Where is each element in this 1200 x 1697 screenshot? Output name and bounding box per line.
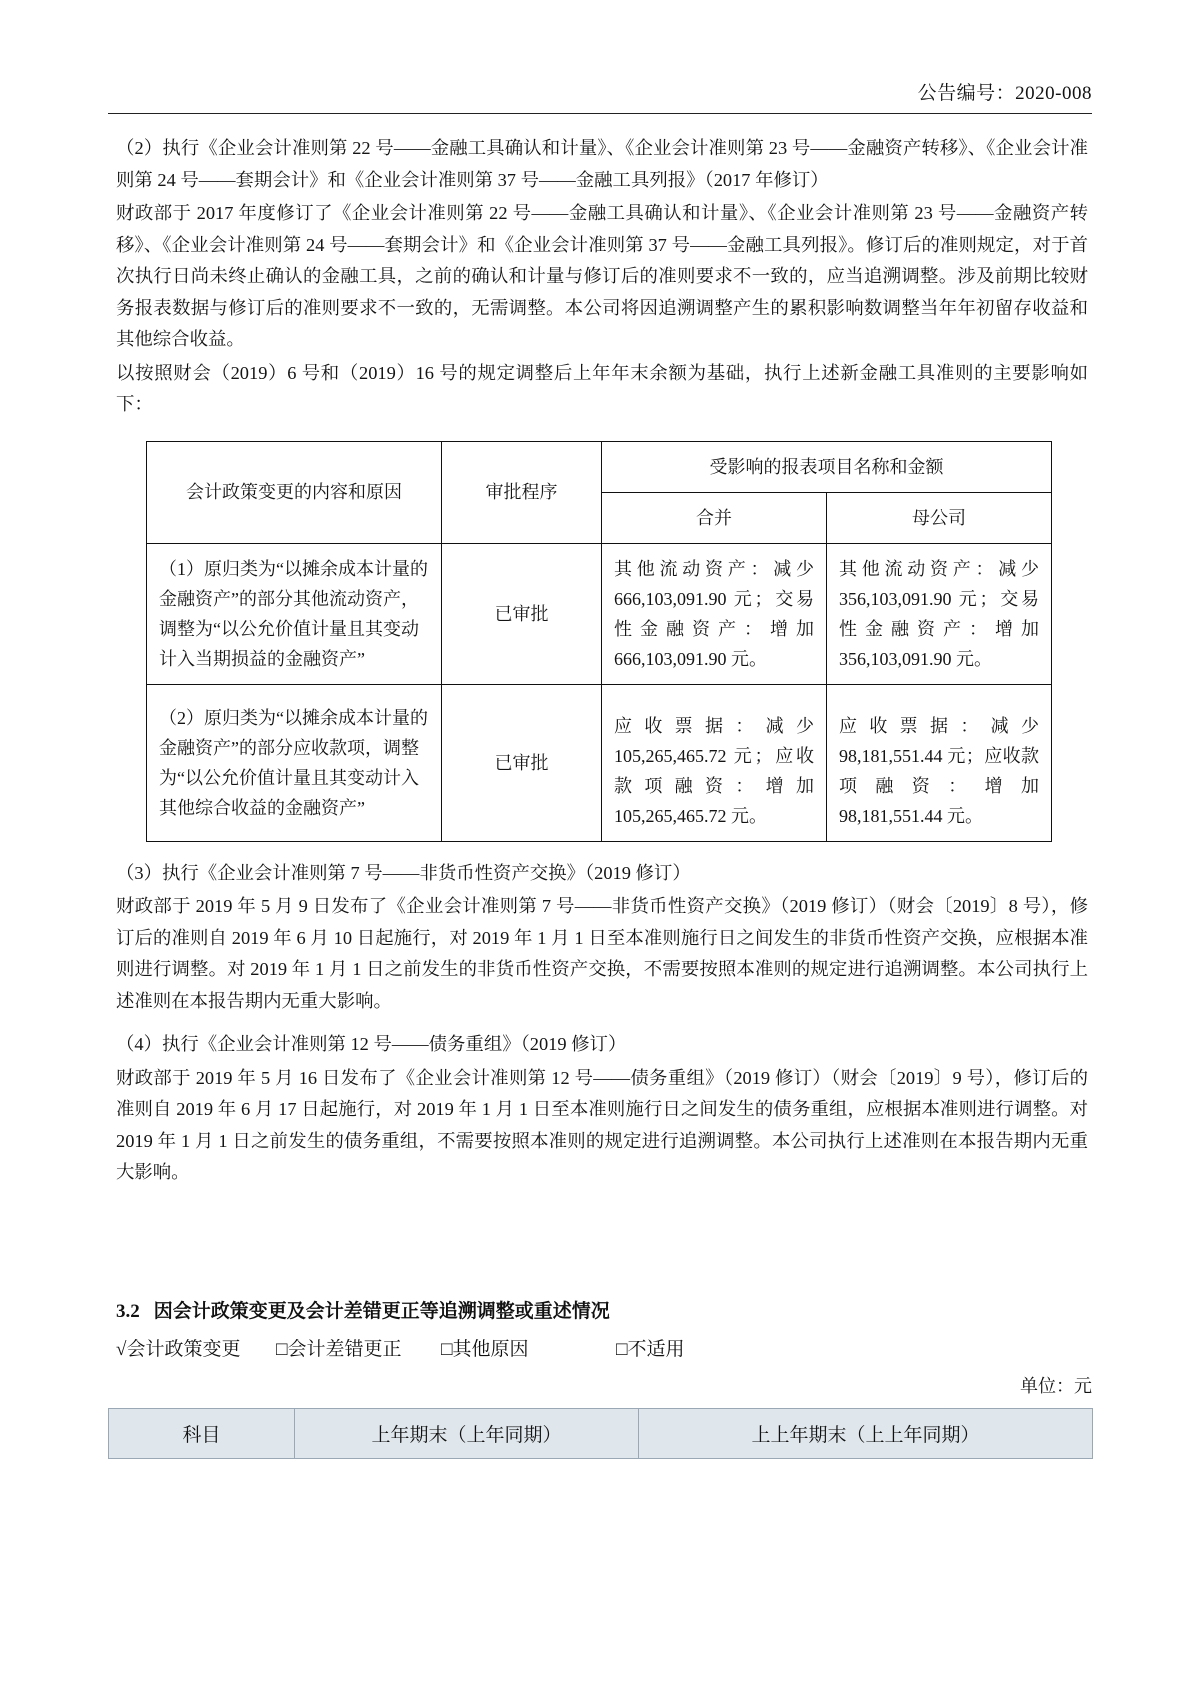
row-1-approval: 已审批: [442, 543, 602, 684]
paragraph-4-text: 财政部于 2019 年 5 月 16 日发布了《企业会计准则第 12 号——债务重组》（2019 修订）（财会〔2019〕9 号），修订后的准则自 2019 年 6 月 17 日起施行，对 2019 年 1 月 1 日至本准则施行日之间发生的债务重组，应根据本准则进行调整。对 2019 年 1 月 1 日之前发生的债务重组，不需要按照本准则的规定进行追溯调整。本公司执行上述准则在本报告期内无重大影响。: [116, 1067, 1088, 1182]
row-2-consolidated: 应 收 票 据 ： 减 少 105,265,465.72 元；应收款项融资：增加 105,265,465.72 元。: [602, 684, 827, 841]
bottom-header-prior-year: 上年期末（上年同期）: [295, 1409, 639, 1459]
spacer: [116, 1019, 1088, 1029]
paragraph-2-text: 财政部于 2017 年度修订了《企业会计准则第 22 号——金融工具确认和计量》、《企业会计准则第 23 号——金融资产转移》、《企业会计准则第 24 号——套期会计》和《企业会计准则第 37 号——金融工具列报》。修订后的准则规定，对于首次执行日尚未终止确认的金融工具，之前的确认和计量与修订后的准则要求不一致的，应当追溯调整。涉及前期比较财务报表数据与修订后的准则要求不一致的，无需调整。本公司将因追溯调整产生的累积影响数调整当年年初留存收益和其他综合收益。: [116, 203, 1088, 349]
row-1-reason: （1）原归类为“以摊余成本计量的金融资产”的部分其他流动资产，调整为“以公允价值计量且其变动计入当期损益的金融资产”: [147, 543, 442, 684]
row-2-approval: 已审批: [442, 684, 602, 841]
row-2-reason: （2）原归类为“以摊余成本计量的金融资产”的部分应收款项，调整为“以公允价值计量且其变动计入其他综合收益的金融资产”: [147, 684, 442, 841]
checkbox-other-reason[interactable]: □: [441, 1339, 453, 1360]
paragraph-4-heading: （4）执行《企业会计准则第 12 号——债务重组》（2019 修订）: [116, 1034, 627, 1054]
option-label-error-correction: 会计差错更正: [287, 1339, 402, 1360]
option-label-policy-change: 会计政策变更: [126, 1339, 241, 1360]
restatement-table: [108, 1408, 1093, 1459]
header-affected-items: 受影响的报表项目名称和金额: [602, 441, 1052, 492]
section-3-2-heading: [116, 1296, 610, 1323]
accounting-policy-change-table-wrap: [146, 441, 1057, 842]
table-header-row-1: [147, 441, 1052, 492]
section-title: 因会计政策变更及会计差错更正等追溯调整或重述情况: [153, 1301, 610, 1322]
table-row: [147, 543, 1052, 684]
option-error-correction[interactable]: [276, 1334, 441, 1361]
table-row: [147, 684, 1052, 841]
document-body: [116, 133, 1088, 1191]
option-not-applicable[interactable]: [616, 1334, 685, 1361]
spacer: [116, 842, 1088, 858]
option-label-other-reason: 其他原因: [452, 1339, 529, 1360]
bottom-header-two-years-prior: 上上年期末（上上年同期）: [639, 1409, 1093, 1459]
bottom-header-subject: 科目: [109, 1409, 295, 1459]
checkbox-error-correction[interactable]: □: [276, 1339, 288, 1360]
paragraph-3-text: 财政部于 2019 年 5 月 9 日发布了《企业会计准则第 7 号——非货币性资产交换》（2019 修订）（财会〔2019〕8 号），修订后的准则自 2019 年 6 月 10 日起施行，对 2019 年 1 月 1 日至本准则施行日之间发生的非货币性资产交换，应根据本准则进行调整。对 2019 年 1 月 1 日之前发生的非货币性资产交换，不需要按照本准则的规定进行追溯调整。本公司执行上述准则在本报告期内无重大影响。: [116, 896, 1088, 1011]
row-1-parent: 其他流动资产：减少 356,103,091.90 元；交易性金融资产：增加 356,103,091.90 元。: [827, 543, 1052, 684]
option-policy-change[interactable]: [116, 1334, 276, 1361]
option-other-reason[interactable]: [441, 1334, 616, 1361]
header-approval: 审批程序: [442, 441, 602, 543]
option-label-not-applicable: 不适用: [627, 1339, 685, 1360]
section-number: 3.2: [116, 1301, 140, 1322]
header-reason: 会计政策变更的内容和原因: [147, 441, 442, 543]
paragraph-2-basis: 以按照财会（2019）6 号和（2019）16 号的规定调整后上年年末余额为基础，执行上述新金融工具准则的主要影响如下：: [116, 362, 1088, 414]
header-divider: [108, 113, 1092, 114]
row-1-consolidated: 其他流动资产：减少 666,103,091.90 元；交易性金融资产：增加 666,103,091.90 元。: [602, 543, 827, 684]
restatement-table-wrap: [108, 1408, 1092, 1459]
paragraph-2-heading: （2）执行《企业会计准则第 22 号——金融工具确认和计量》、《企业会计准则第 23 号——金融资产转移》、《企业会计准则第 24 号——套期会计》和《企业会计准则第 37 号——金融工具列报》（2017 年修订）: [116, 138, 1088, 190]
paragraph-3-heading: （3）执行《企业会计准则第 7 号——非货币性资产交换》（2019 修订）: [116, 862, 691, 883]
announcement-number: 公告编号：2020-008: [917, 83, 1092, 104]
checkbox-not-applicable[interactable]: □: [616, 1339, 628, 1360]
section-3-2-options: [116, 1334, 1096, 1361]
header-consolidated: 合并: [602, 492, 827, 543]
accounting-policy-change-table: [146, 441, 1057, 842]
checkbox-policy-change[interactable]: √: [116, 1339, 127, 1360]
row-2-parent: 应 收 票 据 ： 减 少 98,181,551.44 元；应收款项融资：增加 98,181,551.44 元。: [827, 684, 1052, 841]
header-parent: 母公司: [827, 492, 1052, 543]
unit-label: 单位：元: [1020, 1376, 1092, 1396]
table-header-row: [109, 1409, 1093, 1459]
